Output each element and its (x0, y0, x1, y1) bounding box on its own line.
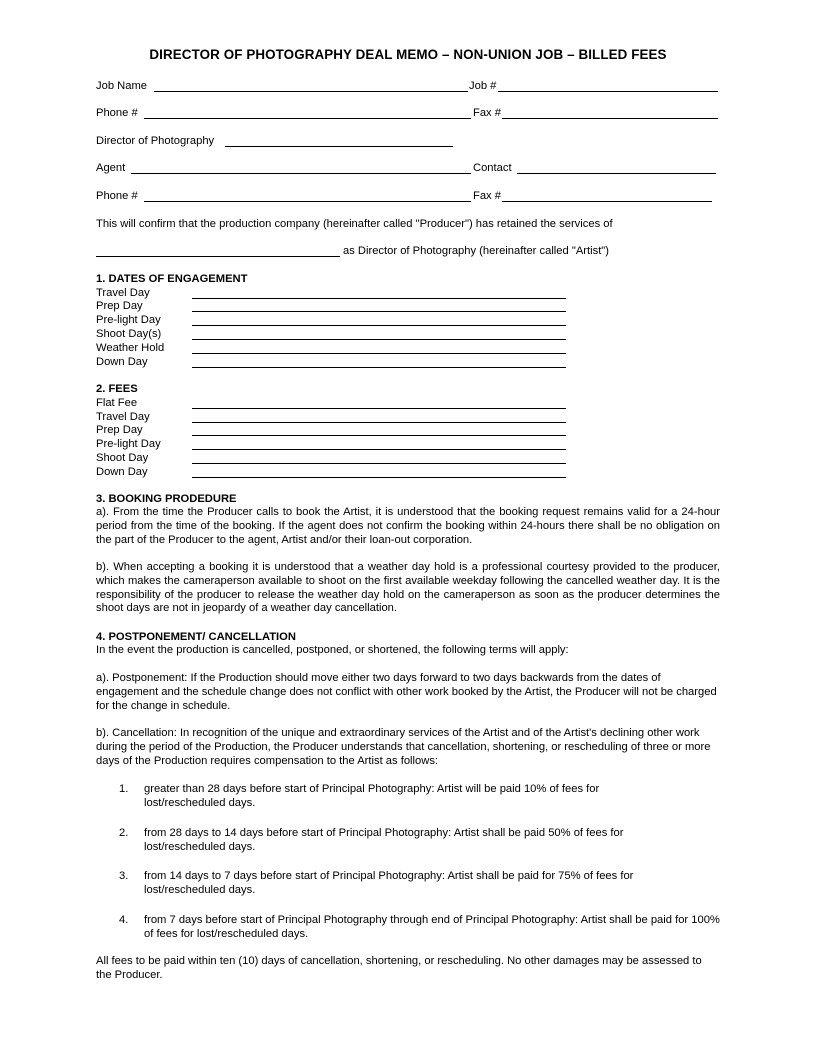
fee-item: Pre-light Day (96, 438, 161, 450)
contact-label: Contact (473, 162, 512, 174)
artist-role-text: as Director of Photography (hereinafter called "Artist") (343, 245, 609, 257)
fee-item: Travel Day (96, 411, 150, 423)
cancellation-paragraph: b). Cancellation: In recognition of the unique and extraordinary services of the Artist and of the Artist's declining other work during the period of the Production, the Producer understands that cancellation, shortening, or rescheduling of three or more days of the Production requires compensation to the Artist as follows: (96, 727, 711, 767)
contact-line[interactable] (517, 173, 716, 174)
engagement-line[interactable] (192, 325, 566, 326)
list-item-text: from 28 days to 14 days before start of Principal Photography: Artist shall be paid 50% of fees for lost/rescheduled days. (144, 827, 624, 853)
job-name-line[interactable] (154, 91, 468, 92)
booking-paragraph-b: b). When accepting a booking it is understood that a weather day hold is a professional courtesy provided to the producer, which makes the cameraperson available to shoot on the first available weekday following the cancelled weather day. It is the responsibility of the producer to release the weather day hold on the cameraperson as soon as the producer determines the shoot days are not in jeopardy of a weather day cancellation. (96, 561, 720, 615)
list-item-text: from 14 days to 7 days before start of Principal Photography: Artist shall be paid for 75% of fees for lost/rescheduled days. (144, 870, 634, 896)
fee-line[interactable] (192, 477, 566, 478)
fee-line[interactable] (192, 449, 566, 450)
fee-item: Flat Fee (96, 397, 138, 409)
phone-label-2: Phone # (96, 190, 138, 202)
engagement-item: Shoot Day(s) (96, 328, 162, 340)
fee-item: Down Day (96, 466, 148, 478)
engagement-item: Travel Day (96, 287, 150, 299)
fax-label-2: Fax # (473, 190, 501, 202)
phone-line-2[interactable] (144, 201, 471, 202)
fee-line[interactable] (192, 408, 566, 409)
fee-item: Prep Day (96, 424, 143, 436)
list-item-text: from 7 days before start of Principal Photography through end of Principal Photography: Artist shall be paid for 100% of fees for lost/rescheduled days. (144, 914, 720, 940)
fee-line[interactable] (192, 463, 566, 464)
dop-line[interactable] (225, 146, 453, 147)
job-number-label: Job # (469, 80, 497, 92)
job-name-label: Job Name (96, 80, 147, 92)
engagement-item: Down Day (96, 356, 148, 368)
agent-label: Agent (96, 162, 126, 174)
cancellation-intro: In the event the production is cancelled, postponed, or shortened, the following terms will apply: (96, 644, 569, 656)
engagement-line[interactable] (192, 367, 566, 368)
section-1-heading: 1. DATES OF ENGAGEMENT (96, 273, 248, 285)
fee-item: Shoot Day (96, 452, 149, 464)
engagement-line[interactable] (192, 298, 566, 299)
agent-line[interactable] (131, 173, 471, 174)
list-item-number: 2. (119, 827, 129, 839)
engagement-line[interactable] (192, 339, 566, 340)
engagement-line[interactable] (192, 311, 566, 312)
fee-line[interactable] (192, 435, 566, 436)
section-4-heading: 4. POSTPONEMENT/ CANCELLATION (96, 631, 296, 643)
job-number-line[interactable] (498, 91, 718, 92)
list-item-number: 4. (119, 914, 129, 926)
dop-label: Director of Photography (96, 135, 215, 147)
list-item-text: greater than 28 days before start of Principal Photography: Artist will be paid 10% of fees for lost/rescheduled days. (144, 783, 600, 809)
phone-label-1: Phone # (96, 107, 138, 119)
engagement-item: Weather Hold (96, 342, 165, 354)
booking-paragraph-a: a). From the time the Producer calls to book the Artist, it is understood that the booking request remains valid for a 24-hour period from the time of the booking. If the agent does not confirm the booking within 24-hours there shall be no obligation on the part of the Producer to the agent, Artist and/or their loan-out corporation. (96, 506, 720, 546)
engagement-line[interactable] (192, 353, 566, 354)
document-title: DIRECTOR OF PHOTOGRAPHY DEAL MEMO – NON-UNION JOB – BILLED FEES (149, 47, 667, 62)
closing-paragraph: All fees to be paid within ten (10) days of cancellation, shortening, or rescheduling. No other damages may be assessed to the Producer. (96, 955, 702, 981)
artist-name-line[interactable] (96, 256, 340, 257)
fax-line-1[interactable] (502, 118, 718, 119)
confirmation-text: This will confirm that the production company (hereinafter called "Producer") has retained the services of (96, 218, 613, 230)
section-2-heading: 2. FEES (96, 383, 138, 395)
list-item-number: 3. (119, 870, 129, 882)
fee-line[interactable] (192, 422, 566, 423)
list-item-number: 1. (119, 783, 129, 795)
section-3-heading: 3. BOOKING PRODEDURE (96, 493, 237, 505)
fax-line-2[interactable] (502, 201, 712, 202)
postponement-paragraph: a). Postponement: If the Production should move either two days forward to two days backwards from the dates of engagement and the schedule change does not conflict with other work booked by the Artist, the Producer will not be charged for the change in schedule. (96, 672, 717, 712)
engagement-item: Prep Day (96, 300, 143, 312)
engagement-item: Pre-light Day (96, 314, 161, 326)
fax-label-1: Fax # (473, 107, 501, 119)
phone-line-1[interactable] (144, 118, 471, 119)
